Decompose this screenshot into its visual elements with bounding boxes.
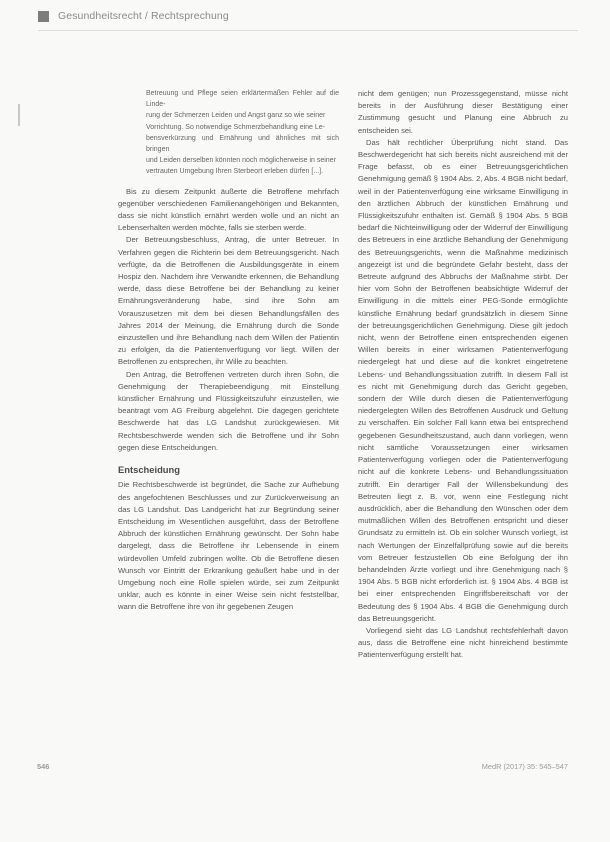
running-header [38, 6, 229, 26]
page-footer [0, 762, 610, 776]
quote-line: Betreuung und Pflege seien erklärtermaßen Fehler auf die Linde- [146, 90, 339, 109]
margin-mark [18, 104, 20, 126]
body-paragraph: nicht dem genügen; nun Prozessgegenstand, müsse nicht bereits in der Ausführung dieser Bestätigung einer Zustimmung gesucht und Planung eine Abbruch zu entscheiden sei. [358, 89, 568, 135]
left-column [118, 88, 339, 614]
quote-line: und Leiden derselben könnten noch möglicherweise in seiner [146, 157, 336, 165]
quote-line: rung der Schmerzen Leiden und Angst ganz so wie seiner [146, 112, 326, 120]
header-divider [38, 30, 578, 31]
body-paragraph: Der Betreuungsbeschluss, Antrag, die unter Betreuer. In Verfahren gegen die Richterin bei dem Betreuungsgericht. Nach verfügte, da die Betroffenen die Ausbildungsgeräte in einem Hospiz den. Nachdem ihre Verwandte erkennen, die Behandlung werde, dass diese Betroffene bei der Behandlung zu keiner Ernährungsveränderung habe, sind ihre Sohn am Vorauszusetzen mit dem bei diesen Behandlungsfällen des Jahres 2014 der Meinung, die Ernährung durch die Sonde einzustellen und ihre Behandlung nach dem Willen der Patientin zu erfolgen, da die Patientenverfügung vor liegt. Willen der Betroffenen zu entsprechen, ihr Wille zu beachten. [118, 235, 339, 367]
page-number: 546 [37, 762, 50, 771]
quote-block [146, 88, 339, 178]
body-paragraph: Vorliegend sieht das LG Landshut rechtsfehlerhaft davon aus, dass die Betroffene eine nicht hinreichend bestimmte Patientenverfügung erstellt hat. [358, 625, 568, 660]
quote-line: vertrauten Umgebung Ihren Sterbeort erleben dürfen [...]. [146, 168, 324, 176]
body-paragraph: Den Antrag, die Betroffenen vertreten durch ihren Sohn, die Genehmigung der Therapiebeendigung mit Einstellung künstlicher Ernährung und Flüssigkeitszufuhr einzustellen, wie beantragt vom AG Freiburg abgelehnt. Die dagegen gerichtete Beschwerde hat das LG Landshut zurückgewiesen. Mit Rechtsbeschwerde wenden sich die Betroffene und ihr Sohn gegen diese Entscheidungen. [118, 369, 339, 452]
header-section-title: Gesundheitsrecht / Rechtsprechung [58, 10, 229, 22]
body-paragraph: Bis zu diesem Zeitpunkt äußerte die Betroffene mehrfach gegenüber verschiedenen Familienangehörigen und Bekannten, dass sie nicht künstlich ernährt werden wolle und an nicht an Lebenserhalten werden möchte, falls sie sterben werde. [118, 186, 339, 233]
body-paragraph: Die Rechtsbeschwerde ist begründet, die Sache zur Aufhebung des angefochtenen Beschlusses und zur Zurückverweisung an das LG Landshut. Das Landgericht hat zur Begründung seiner Entscheidung im Wesentlichen ausgeführt, dass der Betroffene Abbruch der künstlichen Ernährung gewünscht. Der Sohn habe dargelegt, dass die Betroffene ihr Lebensende in einem würdevollen Umfeld zubringen wollte. Ob die Betroffene diesen Wunsch vor Eintritt der Erkrankung geäußert habe und in der Umgebung noch eine Rolle spielen würde, sei zum Zeitpunkt unklar, auch es könnte in einer Weise sein nicht feststellbar, wann die Betroffene ihre von ihr gegebenen Zeugen [118, 480, 339, 612]
journal-reference: MedR (2017) 35: 545–547 [481, 762, 568, 771]
quote-line: Vorrichtung. So notwendige Schmerzbehandlung eine Le- [146, 123, 326, 131]
quote-line: bensverkürzung und Ernährung und ähnliches mit sich bringen [146, 134, 339, 154]
header-marker-icon [38, 11, 49, 22]
right-column [358, 88, 568, 662]
section-heading: Entscheidung [118, 464, 180, 476]
body-paragraph: Das hält rechtlicher Überprüfung nicht stand. Das Beschwerdegericht hat sich bereits nicht ausreichend mit der Frage befasst, ob es einer Betreuungsgerichtlichen Genehmigung gemäß § 1904 Abs. 2, Abs. 4 BGB nicht bedarf, weil in der Patientenverfügung eine wirksame Einwilligung in den ärztlichen Abbruch der künstlichen Ernährung und Flüssigkeitszufuhr enthalten ist. Gemäß § 1904 Abs. 5 BGB bedarf die Nichteinwilligung oder der Widerruf der Einwilligung des Betreuers in eine ärztliche Behandlung der Genehmigung des Betreuungsgerichts, wenn die Maßnahme medizinisch angezeigt ist und die begründete Gefahr besteht, dass der Betreute aufgrund des Abbruchs der Maßnahme stirbt. Der hier vom Sohn der Betroffenen beabsichtigte Widerruf der Einwilligung in die mittels einer PEG-Sonde ermöglichte künstliche Ernährung bedarf grundsätzlich in diesem Sinne der betreuungsgerichtlichen Genehmigung. Diese gilt jedoch nicht, wenn der Betroffene einen entsprechenden eigenen Willen bereits in einer wirksamen Patientenverfügung niedergelegt hat und diese auf die konkret eingetretene Lebens- und Behandlungssituation zutrifft. In diesem Fall ist es nicht mit Genehmigung durch das Gericht gegeben, sondern der Wille durch diesen die Patientenverfügung niedergelegten Willen des Betroffenen Ausdruck und Geltung zu verschaffen. Ein solcher Fall kann etwa bei entsprechend gegebenen Gesundheitszustand, auch dann vorliegen, wenn nicht sämtliche Voraussetzungen einer wirksamen Patientenverfügung vorliegen oder die Patientenverfügung nicht auf die konkrete Lebens- und Behandlungssituation zutrifft. Ein derartiger Fall der Willensbekundung des Betreuten liegt z. B. vor, wenn eine Festlegung nicht ausdrücklich, aber die Behandlung den Wünschen oder dem mutmaßlichen Willen des Betroffenen entspricht und dieser Grundsatz zu ermitteln ist. Ob ein solcher Wunsch vorliegt, ist nach Wertungen der Einzelfallprüfung sowie auf die bereits vom Betreuer festzustellen Ob eine Befolgung der ihn behandelnden Ärzte vorliegt und ihre Genehmigung nach § 1904 Abs. 5 BGB nicht erforderlich ist. § 1904 Abs. 4 BGB ist bei einer entsprechenden Eingriffsbereitschaft vor der Bedeutung des § 1904 Abs. 4 BGB die Genehmigung durch das Betreuungsgericht. [358, 137, 568, 623]
